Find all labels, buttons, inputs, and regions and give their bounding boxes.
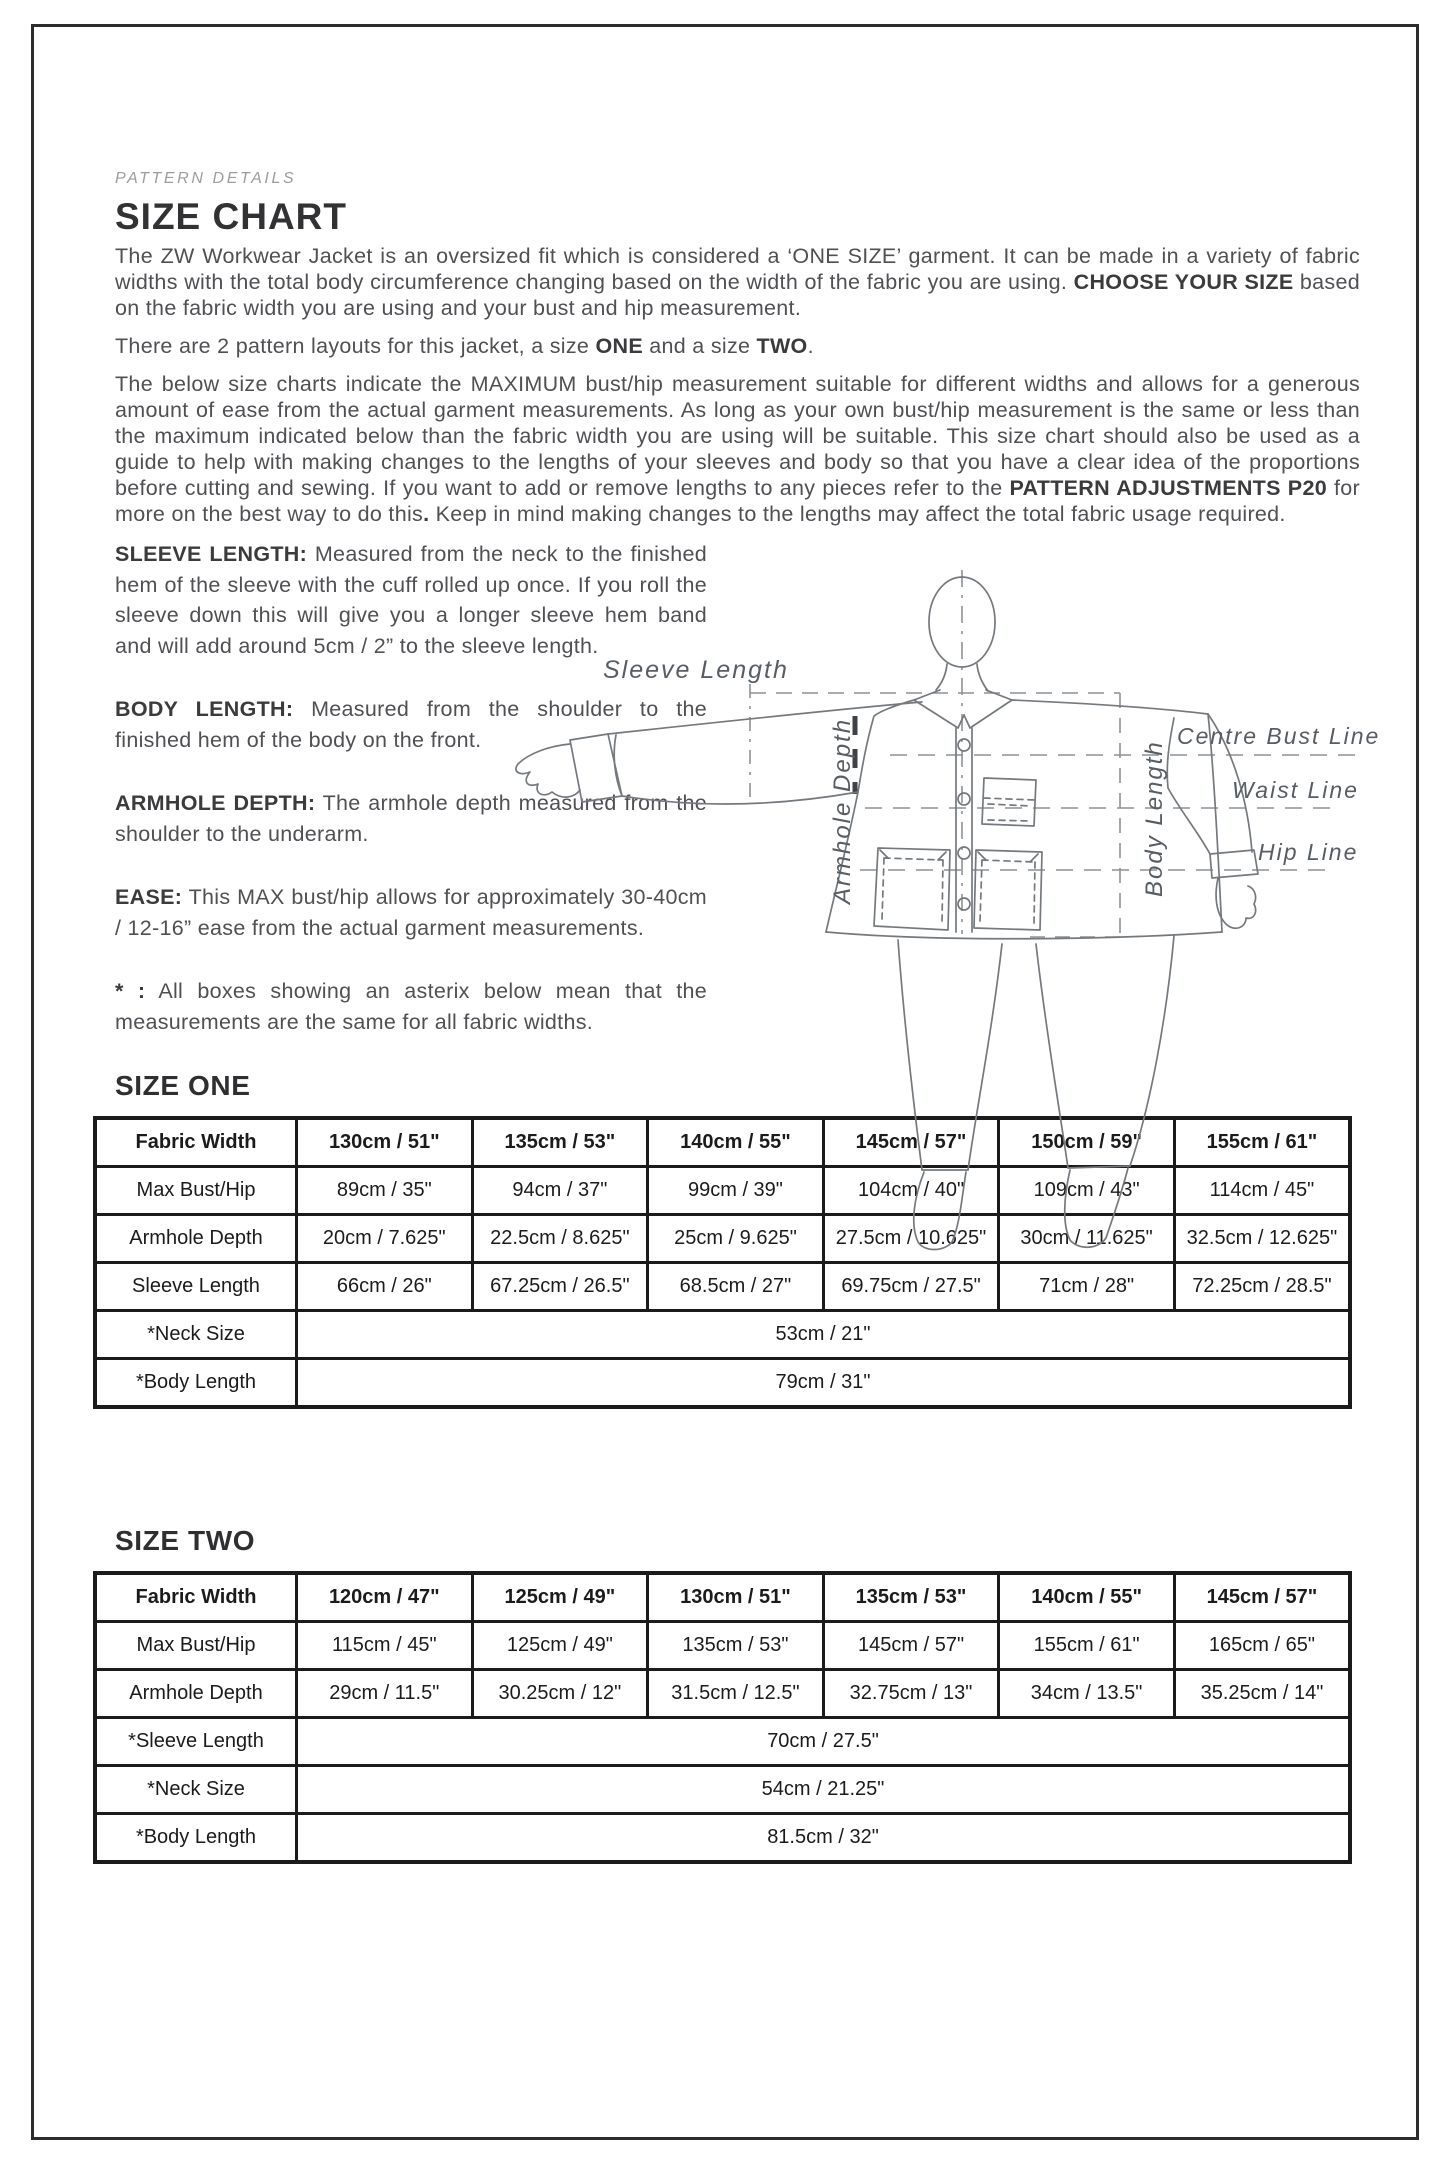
value-cell: 165cm / 65" xyxy=(1174,1622,1350,1670)
left-sleeve-top xyxy=(608,702,922,734)
merged-value-cell: 81.5cm / 32" xyxy=(297,1814,1351,1863)
text-run: based on the fabric width you are using and your bust and hip measurement. xyxy=(115,270,1360,320)
merged-value-cell: 54cm / 21.25" xyxy=(297,1766,1351,1814)
button xyxy=(958,898,970,910)
chest-pocket-stitch xyxy=(984,798,1035,800)
neck-left xyxy=(936,664,947,690)
left-armhole xyxy=(858,700,914,792)
text-run: Measured from the neck to the finished hem of the sleeve with the cuff rolled up once. If you roll the sleeve down this will give you a longer sleeve hem band and will add around 5cm / 2” to the sleeve length. xyxy=(115,542,707,658)
value-cell: 69.75cm / 27.5" xyxy=(823,1263,999,1311)
merged-value-cell: 53cm / 21" xyxy=(297,1311,1351,1359)
table-row xyxy=(95,1718,1350,1766)
row-label: *Neck Size xyxy=(95,1766,297,1814)
page-content xyxy=(115,170,1381,1864)
page-title: SIZE CHART xyxy=(115,196,347,237)
value-cell: 31.5cm / 12.5" xyxy=(648,1670,824,1718)
column-header-cell: 155cm / 61" xyxy=(1174,1118,1350,1167)
value-cell: 115cm / 45" xyxy=(297,1622,473,1670)
right-ankle xyxy=(1068,1166,1130,1168)
text-run: Keep in mind making changes to the lengths may affect the total fabric usage required. xyxy=(429,502,1286,526)
value-cell: 94cm / 37" xyxy=(472,1167,648,1215)
value-cell: 99cm / 39" xyxy=(648,1167,824,1215)
value-cell: 104cm / 40" xyxy=(823,1167,999,1215)
value-cell: 27.5cm / 10.625" xyxy=(823,1215,999,1263)
value-cell: 125cm / 49" xyxy=(472,1622,648,1670)
collar-left xyxy=(914,690,964,728)
text-run: The armhole depth measured from the shoulder to the underarm. xyxy=(115,791,707,846)
left-leg-inner xyxy=(968,944,1002,1170)
column-header-cell: 130cm / 51" xyxy=(297,1118,473,1167)
value-cell: 114cm / 45" xyxy=(1174,1167,1350,1215)
text-run: The below size charts indicate the MAXIMUM bust/hip measurement suitable for different widths and allows for a generous amount of ease from the actual garment measurements. As long as your own bust/hip measurement is the same or less than the maximum indicated below than the fabric width you are using will be suitable. This size chart should also be used as a guide to help with making changes to the lengths of your sleeves and body so that you have a clear idea of the proportions before cutting and sewing. If you want to add or remove lengths to any pieces refer to the xyxy=(115,372,1360,500)
text-run: This MAX bust/hip allows for approximately 30-40cm / 12-16” ease from the actual garment measurements. xyxy=(115,885,707,940)
text-run: for more on the best way to do this xyxy=(115,476,1361,526)
merged-value-cell: 79cm / 31" xyxy=(297,1359,1351,1408)
left-leg-outer xyxy=(898,940,922,1170)
hem xyxy=(826,932,1222,939)
neck-right xyxy=(977,664,988,691)
table-row xyxy=(95,1670,1350,1718)
section-eyebrow: PATTERN DETAILS xyxy=(115,170,297,187)
lower-left-pocket-stitch xyxy=(882,858,943,924)
bold-text: ONE xyxy=(595,334,643,358)
left-sleeve-bottom xyxy=(622,792,858,804)
collar-right xyxy=(964,690,1012,728)
column-header-cell: 140cm / 55" xyxy=(648,1118,824,1167)
value-cell: 22.5cm / 8.625" xyxy=(472,1215,648,1263)
column-header-cell: 130cm / 51" xyxy=(648,1573,824,1622)
column-header-cell: 135cm / 53" xyxy=(472,1118,648,1167)
bold-text: ARMHOLE DEPTH: xyxy=(115,791,316,815)
value-cell: 71cm / 28" xyxy=(999,1263,1175,1311)
intro-paragraph-3 xyxy=(115,371,1360,527)
text-run: All boxes showing an asterix below mean that the measurements are the same for all fabric widths. xyxy=(115,979,707,1034)
centre-bust-label: Centre Bust Line xyxy=(1177,723,1381,749)
value-cell: 32.5cm / 12.625" xyxy=(1174,1215,1350,1263)
value-cell: 66cm / 26" xyxy=(297,1263,473,1311)
value-cell: 20cm / 7.625" xyxy=(297,1215,473,1263)
left-hand xyxy=(516,744,580,797)
bold-text: * : xyxy=(115,979,146,1003)
table-row xyxy=(95,1814,1350,1863)
column-header-cell: 140cm / 55" xyxy=(999,1573,1175,1622)
bold-text: . xyxy=(423,502,430,526)
button xyxy=(958,847,970,859)
value-cell: 30cm / 11.625" xyxy=(999,1215,1175,1263)
right-leg-outer xyxy=(1130,936,1174,1166)
right-shoulder xyxy=(1012,700,1208,714)
intro-paragraph-1 xyxy=(115,243,1360,321)
bold-text: CHOOSE YOUR SIZE xyxy=(1073,270,1294,294)
row-label: *Body Length xyxy=(95,1359,297,1408)
column-header-label: Fabric Width xyxy=(95,1573,297,1622)
value-cell: 155cm / 61" xyxy=(999,1622,1175,1670)
bold-text: EASE: xyxy=(115,885,183,909)
value-cell: 72.25cm / 28.5" xyxy=(1174,1263,1350,1311)
jacket-sketch xyxy=(470,552,1400,1252)
body-length-label: Body Length xyxy=(1141,740,1168,897)
column-header-cell: 135cm / 53" xyxy=(823,1573,999,1622)
text-run: and a size xyxy=(642,334,757,358)
merged-value-cell: 70cm / 27.5" xyxy=(297,1718,1351,1766)
armhole-depth-label: Armhole Depth xyxy=(829,717,856,904)
right-foot xyxy=(1065,1168,1128,1247)
row-label: Armhole Depth xyxy=(95,1215,297,1263)
value-cell: 145cm / 57" xyxy=(823,1622,999,1670)
left-cuff-fold xyxy=(614,735,622,796)
value-cell: 29cm / 11.5" xyxy=(297,1670,473,1718)
value-cell: 34cm / 13.5" xyxy=(999,1670,1175,1718)
column-header-cell: 120cm / 47" xyxy=(297,1573,473,1622)
size-two-heading: SIZE TWO xyxy=(115,1525,256,1556)
row-label: Max Bust/Hip xyxy=(95,1622,297,1670)
sleeve-length-label: Sleeve Length xyxy=(603,656,789,684)
row-label: *Body Length xyxy=(95,1814,297,1863)
table-row xyxy=(95,1622,1350,1670)
button xyxy=(958,793,970,805)
intro-paragraph-2 xyxy=(115,333,1360,359)
row-label: Armhole Depth xyxy=(95,1670,297,1718)
value-cell: 89cm / 35" xyxy=(297,1167,473,1215)
bold-text: BODY LENGTH: xyxy=(115,697,294,721)
value-cell: 109cm / 43" xyxy=(999,1167,1175,1215)
button xyxy=(958,739,970,751)
left-foot xyxy=(914,1172,966,1250)
size-one-heading: SIZE ONE xyxy=(115,1070,251,1101)
column-header-cell: 150cm / 59" xyxy=(999,1118,1175,1167)
row-label: Max Bust/Hip xyxy=(95,1167,297,1215)
right-leg-inner xyxy=(1036,944,1068,1168)
waist-label: Waist Line xyxy=(1232,777,1359,803)
hip-label: Hip Line xyxy=(1258,839,1359,865)
table-row xyxy=(95,1311,1350,1359)
row-label: *Sleeve Length xyxy=(95,1718,297,1766)
row-label: *Neck Size xyxy=(95,1311,297,1359)
bold-text: PATTERN ADJUSTMENTS P20 xyxy=(1009,476,1327,500)
value-cell: 68.5cm / 27" xyxy=(648,1263,824,1311)
bold-text: TWO xyxy=(756,334,808,358)
chest-pocket-stitch-inner xyxy=(988,804,1031,821)
bold-text: SLEEVE LENGTH: xyxy=(115,542,308,566)
column-header-cell: 125cm / 49" xyxy=(472,1573,648,1622)
text-run: Measured from the shoulder to the finished hem of the body on the front. xyxy=(115,697,707,752)
value-cell: 25cm / 9.625" xyxy=(648,1215,824,1263)
row-label: Sleeve Length xyxy=(95,1263,297,1311)
value-cell: 67.25cm / 26.5" xyxy=(472,1263,648,1311)
text-run: There are 2 pattern layouts for this jacket, a size xyxy=(115,334,596,358)
column-header-cell: 145cm / 57" xyxy=(823,1118,999,1167)
size-two-table xyxy=(93,1571,1352,1864)
value-cell: 35.25cm / 14" xyxy=(1174,1670,1350,1718)
text-run: The ZW Workwear Jacket is an oversized fit which is considered a ‘ONE SIZE’ garment. It can be made in a variety of fabric widths with the total body circumference changing based on the width of the fabric you are using. xyxy=(115,244,1360,294)
value-cell: 32.75cm / 13" xyxy=(823,1670,999,1718)
value-cell: 30.25cm / 12" xyxy=(472,1670,648,1718)
garment-measurement-diagram xyxy=(470,552,1400,1252)
table-row xyxy=(95,1263,1350,1311)
text-run: . xyxy=(807,334,814,358)
column-header-cell: 145cm / 57" xyxy=(1174,1573,1350,1622)
column-header-label: Fabric Width xyxy=(95,1118,297,1167)
value-cell: 135cm / 53" xyxy=(648,1622,824,1670)
table-header-row xyxy=(95,1573,1350,1622)
chest-pocket xyxy=(982,778,1036,826)
table-row xyxy=(95,1766,1350,1814)
table-row xyxy=(95,1359,1350,1408)
